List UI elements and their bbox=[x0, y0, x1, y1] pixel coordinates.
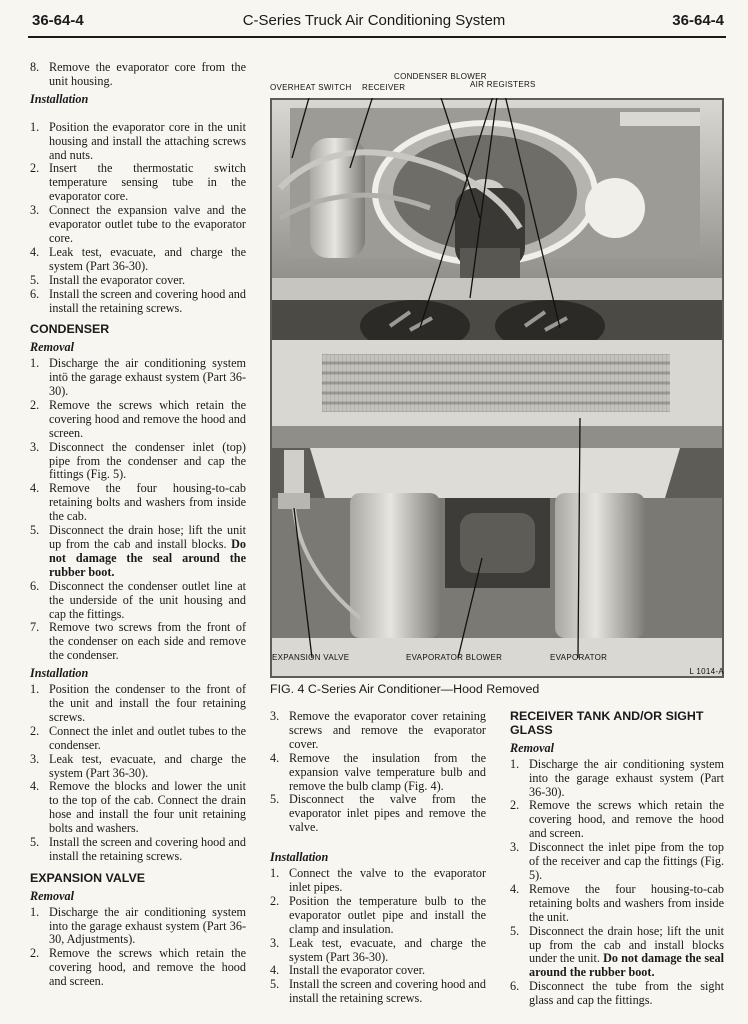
list-item bbox=[30, 162, 246, 204]
list-item bbox=[30, 441, 246, 483]
middle-column bbox=[270, 710, 486, 1006]
expansion-removal-continued-list bbox=[270, 710, 486, 835]
item-number: 4. bbox=[30, 244, 40, 259]
item-number: 5. bbox=[30, 272, 40, 287]
spacer bbox=[270, 835, 486, 847]
item-text: Position the evaporator core in the unit housing and install the attaching screws and nuts. bbox=[49, 119, 246, 162]
item-text: Leak test, evacuate, and charge the system (Part 36-30). bbox=[289, 935, 486, 964]
list-item bbox=[30, 906, 246, 948]
label-overheat-switch: OVERHEAT SWITCH bbox=[270, 83, 352, 92]
subheading-removal: Removal bbox=[30, 888, 75, 903]
item-text: Disconnect the condenser outlet line at the underside of the unit housing and cap the fittings. bbox=[49, 578, 246, 621]
list-item bbox=[270, 867, 486, 895]
item-text: Install the screen and covering hood and install the retaining screws. bbox=[49, 286, 246, 315]
list-item bbox=[30, 725, 246, 753]
item-number: 3. bbox=[30, 751, 40, 766]
item-text: Disconnect the drain hose; lift the unit up from the cab and install blocks. bbox=[49, 523, 246, 551]
list-item bbox=[30, 753, 246, 781]
item-number: 1. bbox=[30, 682, 40, 697]
item-text: Remove the four housing-to-cab retaining bolts and washers from inside the unit. bbox=[529, 881, 724, 924]
list-item bbox=[270, 895, 486, 937]
expansion-removal-list bbox=[30, 906, 246, 989]
receiver-removal-list bbox=[510, 758, 724, 1008]
list-item bbox=[30, 683, 246, 725]
list-item bbox=[30, 580, 246, 622]
item-number: 1. bbox=[30, 119, 40, 134]
section-heading-expansion-valve: EXPANSION VALVE bbox=[30, 870, 145, 885]
item-text: Discharge the air conditioning system intö the garage exhaust system (Part 36-30). bbox=[49, 356, 246, 399]
list-item bbox=[270, 964, 486, 978]
list-item bbox=[30, 288, 246, 316]
item-number: 2. bbox=[30, 723, 40, 738]
expansion-install-list bbox=[270, 867, 486, 1006]
figure-4 bbox=[270, 66, 724, 702]
header-rule bbox=[28, 36, 726, 38]
item-text: Remove the four housing-to-cab retaining bolts and washers from inside the cab. bbox=[49, 481, 246, 524]
label-condenser-blower: CONDENSER BLOWER bbox=[394, 72, 487, 81]
list-item bbox=[30, 621, 246, 663]
label-evaporator: EVAPORATOR bbox=[550, 653, 608, 662]
caution-text: Do not damage the seal around the rubber boot. bbox=[529, 951, 724, 980]
list-item bbox=[510, 799, 724, 841]
item-number: 6. bbox=[510, 979, 520, 994]
caution-text: Do not damage the seal around the rubber boot. bbox=[49, 537, 246, 579]
item-number: 5. bbox=[270, 977, 280, 992]
list-item bbox=[30, 61, 246, 89]
item-number: 1. bbox=[30, 904, 40, 919]
list-item bbox=[510, 883, 724, 925]
figure-reference-code: L 1014-A bbox=[689, 667, 724, 676]
right-column bbox=[510, 710, 724, 1008]
list-item bbox=[30, 524, 246, 580]
figure-caption: FIG. 4 C-Series Air Conditioner—Hood Removed bbox=[270, 682, 540, 696]
item-number: 3. bbox=[30, 203, 40, 218]
list-item bbox=[270, 752, 486, 794]
item-text: Connect the expansion valve and the evaporator outlet tube to the evaporator core. bbox=[49, 203, 246, 245]
item-text: Remove the insulation from the expansion valve temperature bulb and remove the bulb clamp (Fig. 4). bbox=[289, 750, 486, 793]
item-text: Remove two screws from the front of the condenser on each side and remove the condenser. bbox=[49, 620, 246, 663]
item-number: 1. bbox=[270, 866, 280, 881]
list-item bbox=[510, 841, 724, 883]
label-air-registers: AIR REGISTERS bbox=[470, 80, 536, 89]
item-text: Leak test, evacuate, and charge the system (Part 36-30). bbox=[49, 751, 246, 780]
air-conditioner-photo bbox=[270, 98, 724, 678]
list-item bbox=[510, 758, 724, 800]
label-expansion-valve: EXPANSION VALVE bbox=[272, 653, 350, 662]
list-item bbox=[510, 925, 724, 981]
item-number: 7. bbox=[30, 620, 40, 635]
item-text: Remove the screws which retain the covering hood, and remove the hood and screen. bbox=[49, 946, 246, 989]
item-text: Remove the blocks and lower the unit to the top of the cab. Connect the drain hose and install the four unit retaining bolts and washers. bbox=[49, 779, 246, 836]
item-number: 8. bbox=[30, 60, 40, 74]
evaporator-install-list bbox=[30, 121, 246, 316]
item-number: 2. bbox=[30, 946, 40, 961]
item-number: 2. bbox=[30, 161, 40, 176]
item-text: Disconnect the inlet pipe from the top of the receiver and cap the fittings (Fig. 5). bbox=[529, 840, 724, 882]
list-item bbox=[30, 947, 246, 989]
item-number: 2. bbox=[270, 893, 280, 908]
item-text: Disconnect the condenser inlet (top) pipe from the condenser and cap the fittings (Fig. 5). bbox=[49, 439, 246, 482]
subheading-installation: Installation bbox=[30, 91, 89, 106]
list-item bbox=[510, 980, 724, 1008]
running-title: C-Series Truck Air Conditioning System bbox=[242, 12, 506, 29]
item-number: 1. bbox=[30, 356, 40, 371]
list-item bbox=[30, 357, 246, 399]
item-number: 3. bbox=[270, 935, 280, 950]
subheading-removal: Removal bbox=[30, 340, 75, 355]
list-item bbox=[30, 204, 246, 246]
item-number: 4. bbox=[30, 481, 40, 496]
item-number: 4. bbox=[30, 779, 40, 794]
item-text: Connect the inlet and outlet tubes to the condenser. bbox=[49, 723, 246, 752]
section-heading-receiver-tank: RECEIVER TANK AND/OR SIGHT GLASS bbox=[510, 709, 704, 737]
list-item bbox=[270, 710, 486, 752]
list-item bbox=[30, 121, 246, 163]
item-text: Install the screen and covering hood and install the retaining screws. bbox=[289, 977, 486, 1006]
list-item bbox=[30, 836, 246, 864]
item-number: 6. bbox=[30, 578, 40, 593]
list-item bbox=[30, 274, 246, 288]
item-text: Install the evaporator cover. bbox=[289, 963, 426, 978]
item-text: Disconnect the valve from the evaporator inlet pipes and remove the valve. bbox=[289, 792, 486, 835]
page-number-left: 36-64-4 bbox=[32, 12, 84, 29]
subheading-removal: Removal bbox=[510, 740, 555, 755]
item-number: 1. bbox=[510, 756, 520, 771]
item-number: 6. bbox=[30, 286, 40, 301]
list-item bbox=[270, 937, 486, 965]
item-text: Remove the evaporator core from the unit housing. bbox=[49, 60, 246, 88]
item-text: Position the condenser to the front of the unit and install the four retaining screws. bbox=[49, 682, 246, 724]
list-item bbox=[30, 482, 246, 524]
item-number: 5. bbox=[510, 923, 520, 938]
item-text: Connect the valve to the evaporator inlet pipes. bbox=[289, 866, 486, 894]
page-number-right: 36-64-4 bbox=[672, 12, 724, 29]
item-text: Remove the evaporator cover retaining screws and remove the evaporator cover. bbox=[289, 709, 486, 751]
list-item bbox=[270, 793, 486, 835]
label-receiver: RECEIVER bbox=[362, 83, 406, 92]
item-text: Remove the screws which retain the covering hood, and remove the hood and screen. bbox=[529, 798, 724, 841]
left-column bbox=[30, 61, 246, 989]
item-text: Remove the screws which retain the covering hood and remove the hood and screen. bbox=[49, 397, 246, 440]
item-text: Disconnect the tube from the sight glass and cap the fittings. bbox=[529, 979, 724, 1008]
item-number: 4. bbox=[510, 881, 520, 896]
page-header bbox=[24, 8, 724, 34]
item-text: Leak test, evacuate, and charge the system (Part 36-30). bbox=[49, 244, 246, 273]
subheading-installation: Installation bbox=[270, 850, 329, 865]
item-number: 2. bbox=[30, 397, 40, 412]
item-text: Discharge the air conditioning system into the garage exhaust system (Part 36-30). bbox=[529, 756, 724, 799]
list-item bbox=[270, 978, 486, 1006]
list-item bbox=[30, 246, 246, 274]
item-number: 5. bbox=[30, 835, 40, 850]
item-text: Disconnect the drain hose; lift the unit up from the cab and install blocks under the unit. bbox=[529, 923, 724, 966]
list-item bbox=[30, 780, 246, 836]
condenser-install-list bbox=[30, 683, 246, 864]
subheading-installation: Installation bbox=[30, 666, 89, 681]
item-number: 4. bbox=[270, 750, 280, 765]
item-number: 5. bbox=[270, 792, 280, 807]
section-heading-condenser: CONDENSER bbox=[30, 322, 110, 337]
item-text: Insert the thermostatic switch temperature sensing tube in the evaporator core. bbox=[49, 161, 246, 204]
item-text: Install the screen and covering hood and install the retaining screws. bbox=[49, 835, 246, 863]
item-number: 5. bbox=[30, 523, 40, 538]
item-number: 3. bbox=[270, 709, 280, 723]
item-text: Position the temperature bulb to the evaporator outlet pipe and install the clamp and insulation. bbox=[289, 893, 486, 936]
list-item bbox=[30, 399, 246, 441]
item-number: 4. bbox=[270, 963, 280, 978]
item-number: 2. bbox=[510, 798, 520, 813]
item-number: 3. bbox=[510, 840, 520, 855]
item-number: 3. bbox=[30, 439, 40, 454]
item-text: Install the evaporator cover. bbox=[49, 272, 186, 287]
label-evaporator-blower: EVAPORATOR BLOWER bbox=[406, 653, 503, 662]
condenser-removal-list bbox=[30, 357, 246, 663]
item-text: Discharge the air conditioning system into the garage exhaust system (Part 36-30, Adjustments). bbox=[49, 904, 246, 947]
